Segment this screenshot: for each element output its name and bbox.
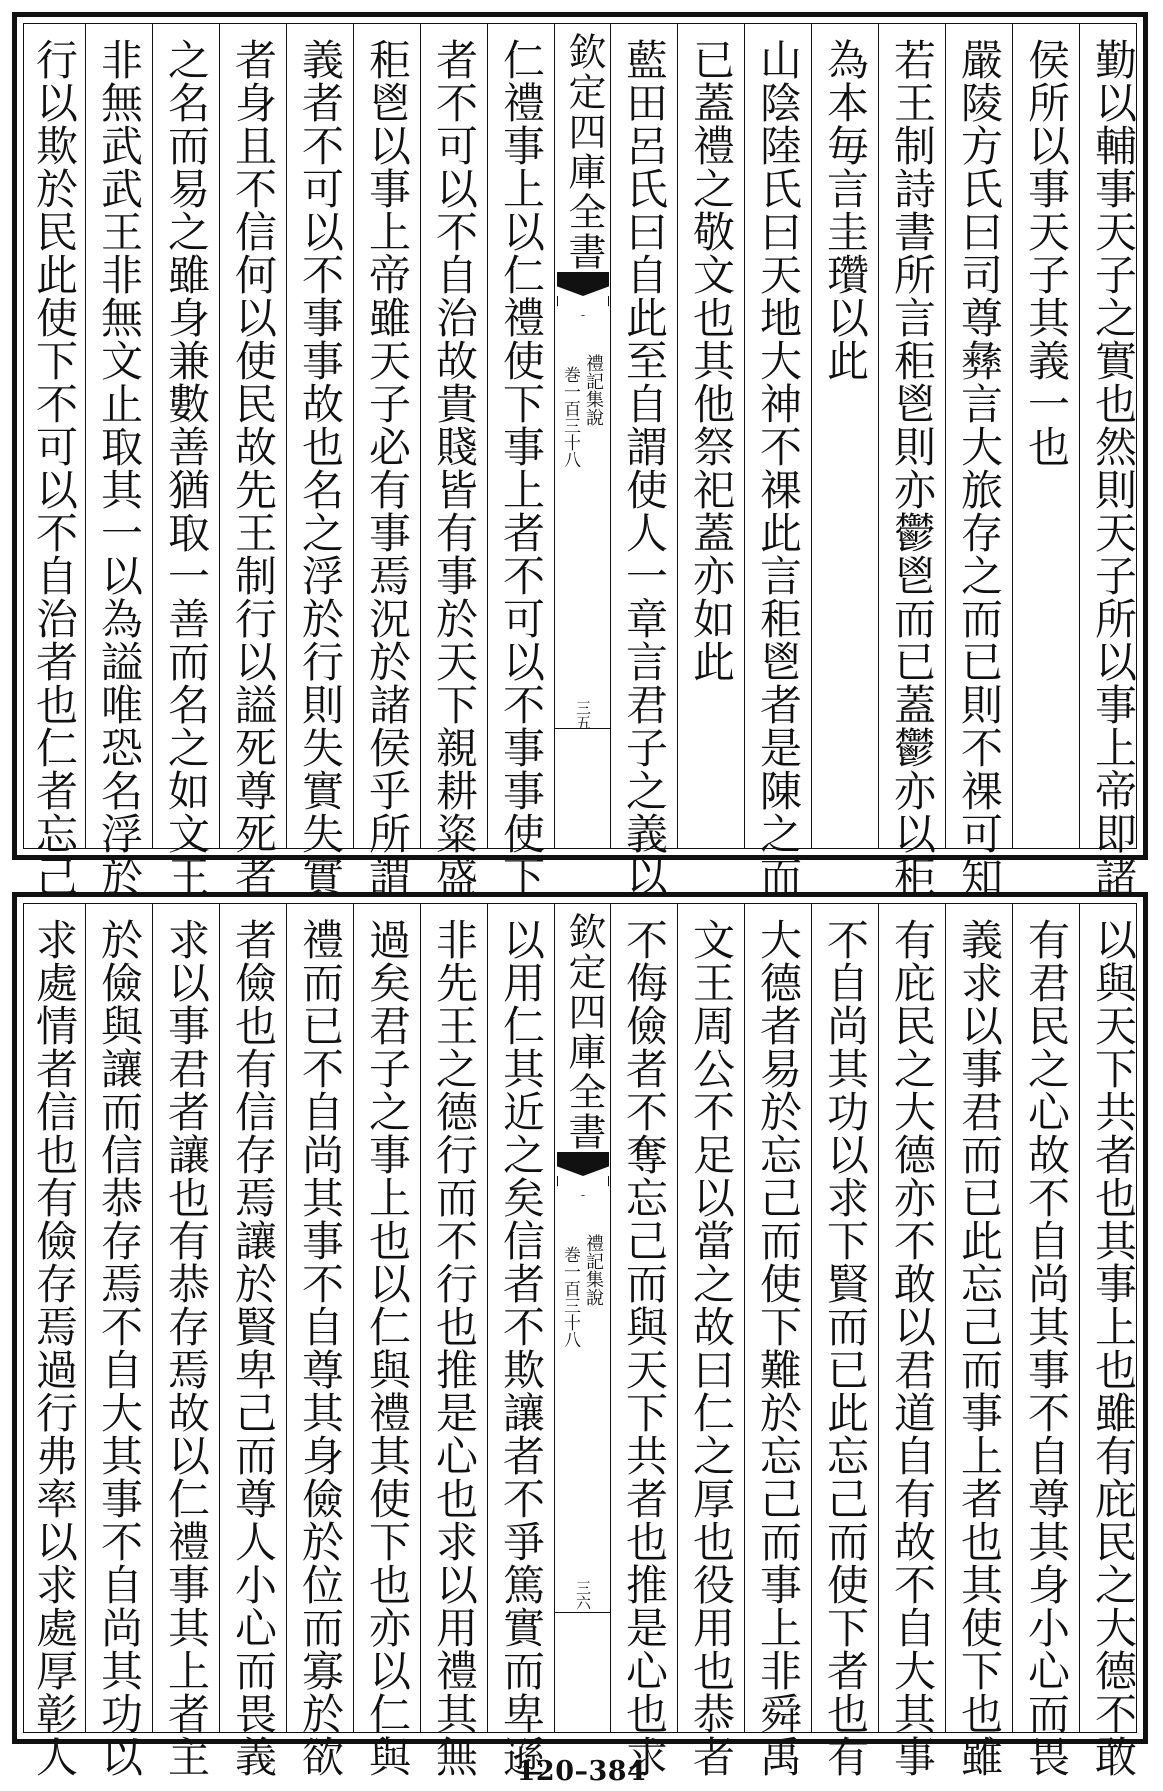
text-column: 禮而已不自尚其事不自尊其身儉於位而寡於欲 (296, 918, 345, 1778)
volume-number: 巻一百三十八 (560, 1246, 580, 1348)
book-name: 禮記集說 (583, 354, 604, 426)
text-column: 已蓋禮之敬文也其他祭祀蓋亦如此 (687, 38, 736, 683)
text-column: 以用仁其近之矣信者不欺讓者不爭篤實而卑遜 (497, 918, 546, 1778)
folio-number: 三六 (574, 1580, 592, 1610)
book-name: 禮記集說 (583, 1234, 604, 1306)
page-number-footer: 120–384 (516, 1756, 647, 1787)
text-column: 不自尚其功以求下賢而已此忘己而使下者也有 (821, 918, 870, 1778)
text-column: 非無武武王非無文止取其一以為謚唯恐名浮於 (95, 38, 144, 898)
text-column: 山陰陸氏曰天地大神不祼此言秬鬯者是陳之而 (754, 38, 803, 898)
page-frame (23, 23, 1138, 898)
volume-number: 巻一百三十八 (560, 366, 580, 468)
text-column: 有庇民之大德亦不敢以君道自有故不自大其事 (888, 918, 937, 1778)
text-column: 嚴陵方氏曰司尊彝言大旅存之而已則不祼可知 (955, 38, 1004, 898)
text-column: 侯所以事天子其義一也 (1022, 38, 1071, 468)
fish-tail-ornament-outline (557, 296, 609, 316)
text-column: 若王制詩書所言秬鬯則亦鬱鬯而已蓋鬱亦以秬 (888, 38, 937, 898)
text-column: 秬鬯以事上帝雖天子必有事焉況於諸侯乎所謂 (363, 38, 412, 898)
text-column: 藍田呂氏曰自此至自謂使人一章言君子之義以 (620, 38, 669, 898)
center-strip (555, 24, 611, 848)
folio-number: 三五 (574, 700, 592, 730)
page-top (12, 12, 1148, 898)
text-column: 過矣君子之事上也以仁與禮其使下也亦以仁與 (363, 918, 412, 1778)
text-column: 文王周公不足以當之故曰仁之厚也役用也恭者 (687, 918, 736, 1778)
fish-tail-ornament (557, 1152, 609, 1176)
book-title: 欽定四庫全書 (562, 912, 606, 1152)
text-column: 於儉與讓而信恭存焉不自大其事不自尚其功以 (95, 918, 144, 1778)
text-column: 為本毎言圭瓚以此 (821, 38, 870, 382)
text-column: 不侮儉者不奪忘己而與天下共者也推是心也求 (620, 918, 669, 1778)
fish-tail-ornament (557, 272, 609, 296)
book-title: 欽定四庫全書 (562, 32, 606, 272)
text-column: 求以事君者讓也有恭存焉故以仁禮事其上者主 (162, 918, 211, 1778)
text-column: 仁禮事上以仁禮使下事上者不可以不事事使下 (497, 38, 546, 898)
text-column: 者儉也有信存焉讓於賢卑己而尊人小心而畏義 (229, 918, 278, 1778)
text-column: 義者不可以不事事故也名之浮於行則失實失實 (296, 38, 345, 898)
text-column: 非先王之德行而不行也推是心也求以用禮其無 (430, 918, 479, 1778)
text-column: 以與天下共者也其事上也雖有庇民之大德不敢 (1089, 918, 1138, 1778)
text-column: 者不可以不自治故貴賤皆有事於天下親耕粢盛 (430, 38, 479, 898)
text-column: 者身且不信何以使民故先王制行以謚死尊死者 (229, 38, 278, 898)
text-column: 大德者易於忘己而使下難於忘己而事上非舜禹 (754, 918, 803, 1778)
text-column: 之名而易之雖身兼數善猶取一善而名之如文王 (162, 38, 211, 898)
text-column: 求處情者信也有儉存焉過行弗率以求處厚彰人 (30, 918, 79, 1778)
center-strip (555, 904, 611, 1732)
text-column: 義求以事君而已此忘己而事上者也其使下也雖 (955, 918, 1004, 1778)
text-column: 有君民之心故不自尚其事不自尊其身小心而畏 (1022, 918, 1071, 1778)
text-column: 行以欺於民此使下不可以不自治者也仁者忘己 (30, 38, 79, 898)
text-column: 勤以輔事天子之實也然則天子所以事上帝即諸 (1089, 38, 1138, 898)
fish-tail-ornament-outline (557, 1176, 609, 1196)
